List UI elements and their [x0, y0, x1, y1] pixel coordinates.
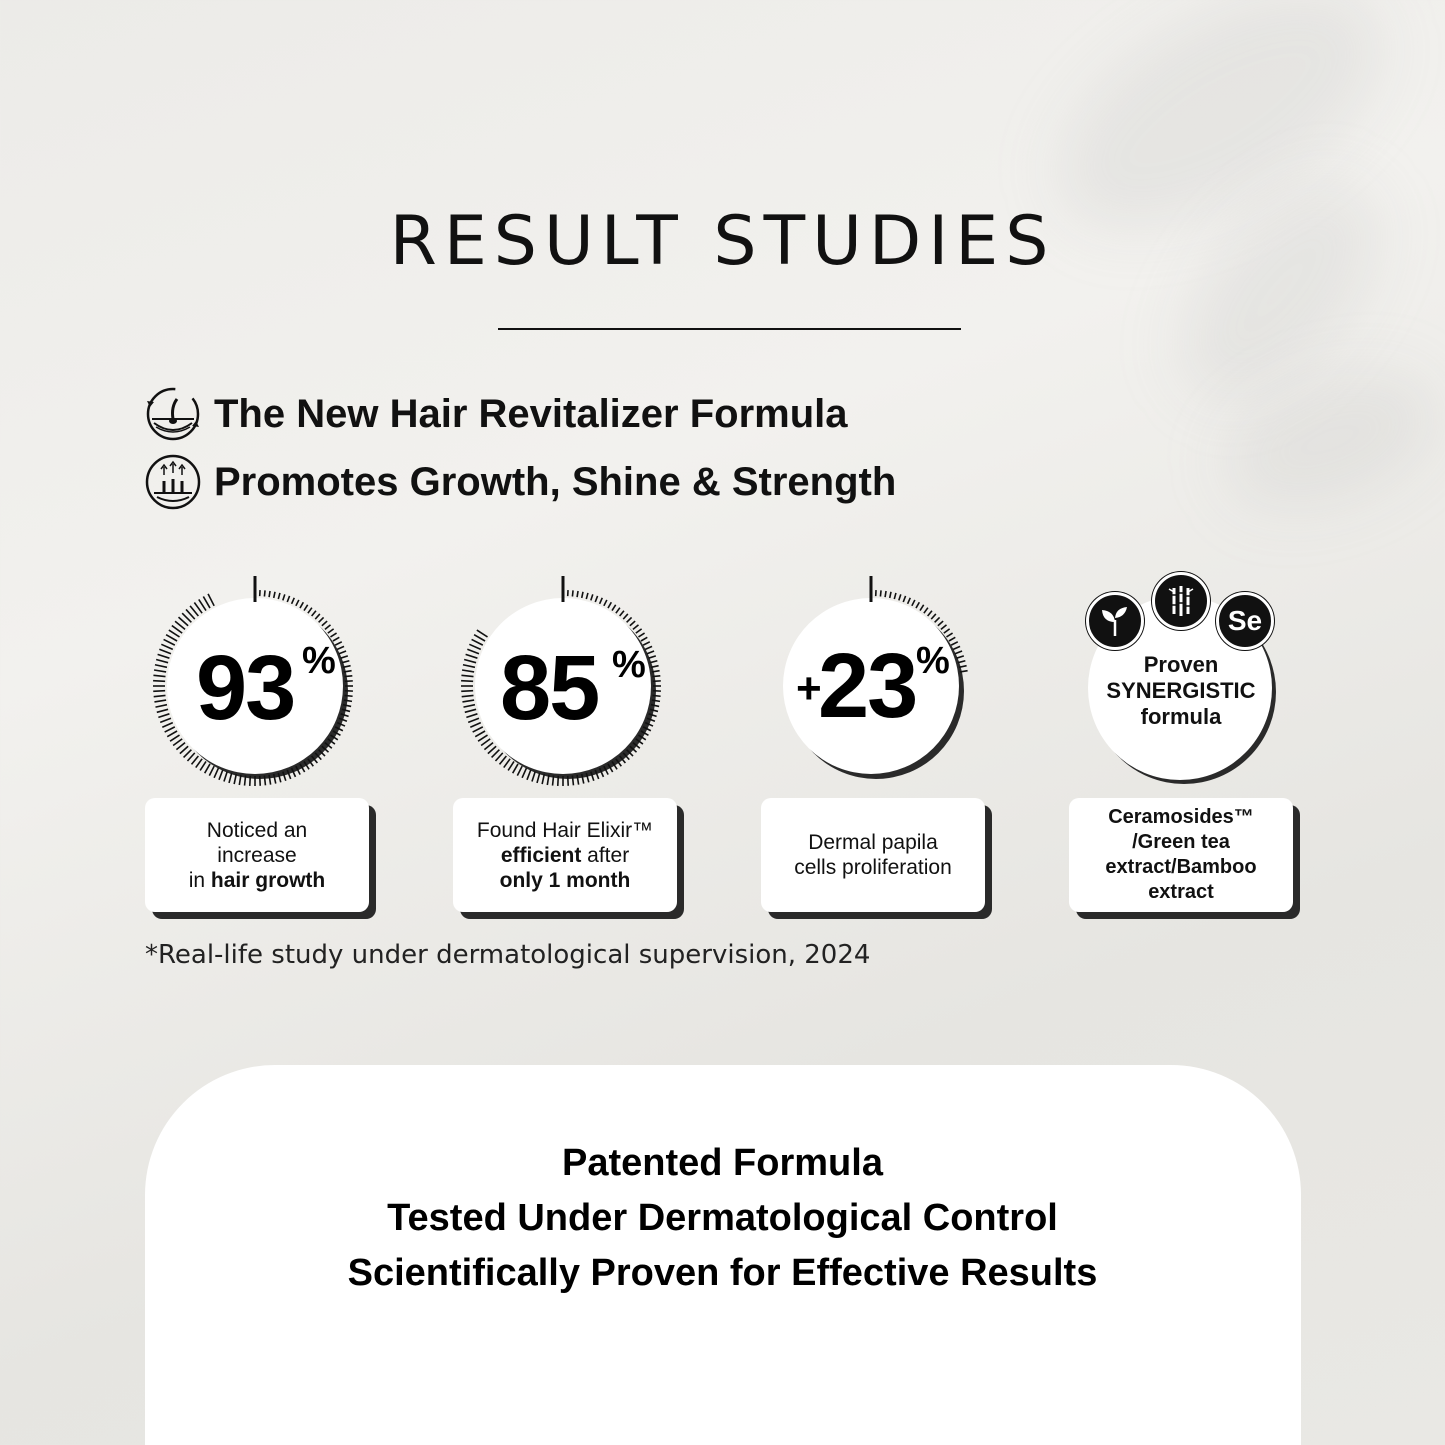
ring-tick: [342, 661, 349, 663]
stat-value: 93: [196, 637, 295, 739]
ring-tick: [527, 770, 531, 780]
synergy-card-line: Ceramosides™: [1108, 806, 1254, 828]
ring-tick: [159, 649, 171, 653]
ring-tick: [903, 596, 905, 602]
ring-tick: [165, 727, 175, 732]
ring-tick: [339, 651, 346, 654]
ring-tick: [160, 718, 171, 722]
ring-tick: [951, 642, 958, 645]
ring-tick: [894, 593, 896, 599]
ring-tick: [464, 660, 476, 663]
stat-desc: Noticed an: [206, 818, 308, 842]
ring-tick: [924, 608, 928, 614]
ring-tick: [949, 637, 955, 641]
ring-tick: [616, 608, 620, 614]
stat-card: [761, 798, 985, 912]
stat-value: 23: [818, 635, 917, 737]
ring-tick: [492, 750, 500, 758]
ring-tick: [591, 594, 593, 600]
ring-tick: [630, 621, 635, 626]
ring-tick: [928, 611, 932, 616]
ring-tick: [627, 617, 632, 622]
ring-tick: [653, 676, 661, 677]
ring-tick: [155, 705, 166, 707]
stat-desc: increase: [217, 843, 297, 867]
stat-value: 85: [500, 637, 599, 739]
ring-tick: [158, 654, 170, 658]
study-footnote: *Real-life study under dermatological supervision, 2024: [145, 940, 871, 970]
synergy-card-line: extract/Bamboo: [1105, 856, 1257, 878]
ring-tick: [463, 665, 475, 668]
ring-tick: [920, 605, 924, 611]
ring-tick: [558, 776, 559, 786]
ring-tick: [600, 598, 603, 604]
ring-tick: [156, 660, 168, 663]
stat-card: [453, 798, 677, 912]
ring-tick: [328, 629, 334, 633]
stat-prefix: +: [796, 664, 822, 713]
ring-tick: [517, 766, 522, 775]
ring-tick: [264, 590, 265, 596]
stat-card: [145, 798, 369, 912]
ring-tick: [532, 772, 535, 782]
ring-tick: [473, 727, 483, 732]
ring-tick: [890, 592, 891, 598]
ring-tick: [953, 646, 960, 649]
ring-tick: [153, 691, 165, 692]
ring-tick: [462, 700, 474, 702]
plant-sprout-icon: [1086, 592, 1144, 650]
ring-tick: [229, 773, 232, 783]
ring-tick: [345, 695, 353, 696]
stat-desc-bold: only 1 month: [499, 868, 631, 892]
ring-tick: [154, 670, 166, 672]
ring-tick: [916, 602, 919, 608]
ring-tick: [572, 590, 573, 596]
ring-tick: [264, 776, 265, 786]
feature-text: Promotes Growth, Shine & Strength: [214, 459, 897, 504]
ring-tick: [157, 709, 168, 712]
ring-tick: [335, 642, 342, 645]
ring-tick: [465, 709, 476, 712]
stat-desc: in: [188, 868, 211, 892]
ring-tick: [568, 776, 569, 786]
ring-tick: [553, 776, 554, 786]
ring-tick: [315, 614, 320, 619]
ring-tick: [312, 611, 316, 616]
synergy-line: Proven: [1143, 652, 1219, 677]
ring-tick: [214, 768, 218, 778]
ring-tick: [154, 700, 166, 702]
ring-tick: [636, 629, 642, 633]
ring-tick: [484, 743, 493, 750]
ring-tick: [938, 621, 943, 626]
ring-tick: [474, 635, 485, 641]
feature-text: The New Hair Revitalizer Formula: [214, 391, 848, 436]
ring-tick: [604, 600, 607, 606]
ring-tick: [173, 739, 182, 746]
ring-tick: [620, 611, 624, 616]
ring-tick: [649, 656, 656, 658]
ring-tick: [470, 723, 480, 728]
ring-tick: [641, 637, 647, 641]
ring-tick: [633, 625, 639, 629]
panel-line: Tested Under Dermatological Control: [387, 1197, 1058, 1239]
ring-tick: [488, 746, 496, 753]
ring-tick: [155, 665, 167, 668]
synergy-line: formula: [1140, 704, 1222, 729]
synergy-label: [1088, 652, 1274, 730]
ring-tick: [653, 695, 661, 696]
ring-tick: [495, 753, 502, 761]
ring-tick: [885, 591, 886, 597]
ring-tick: [481, 739, 490, 746]
ring-tick: [184, 750, 192, 758]
ring-tick: [466, 654, 478, 658]
ring-tick: [912, 600, 915, 606]
stat-desc: Found Hair Elixir™: [476, 818, 654, 842]
ring-tick: [461, 681, 473, 682]
stat-desc: Dermal papila: [808, 831, 938, 854]
title-divider: [498, 328, 961, 330]
page-title: RESULT STUDIES: [389, 202, 1056, 281]
selenium-icon: [1216, 592, 1274, 650]
stat-desc-bold: efficient: [500, 843, 582, 867]
ring-tick: [958, 661, 965, 663]
ring-tick: [192, 756, 199, 764]
ring-tick: [941, 625, 947, 629]
bamboo-icon: [1152, 572, 1210, 630]
ring-tick: [169, 630, 180, 637]
ring-tick: [595, 596, 597, 602]
ring-tick: [260, 776, 261, 786]
ring-tick: [957, 656, 964, 658]
ring-tick: [234, 774, 236, 784]
ring-tick: [582, 592, 583, 598]
ring-tick: [477, 630, 488, 637]
ring-tick: [466, 714, 477, 718]
ring-tick: [500, 756, 507, 764]
ring-tick: [650, 661, 657, 663]
ring-tick: [345, 676, 353, 677]
ring-tick: [955, 651, 962, 654]
ring-tick: [170, 735, 179, 741]
ring-tick: [161, 644, 172, 649]
ring-tick: [166, 635, 177, 641]
ring-tick: [283, 594, 285, 600]
ring-tick: [475, 731, 485, 737]
ring-tick: [944, 629, 950, 633]
panel-line: Patented Formula: [562, 1142, 883, 1184]
ring-tick: [162, 723, 172, 728]
ring-tick: [522, 768, 526, 778]
ring-tick: [468, 718, 479, 722]
ring-tick: [325, 625, 331, 629]
synergy-line: SYNERGISTIC: [1106, 678, 1256, 703]
stat-desc: after: [581, 843, 630, 867]
stat-desc-bold: hair growth: [210, 868, 326, 892]
ring-tick: [292, 598, 295, 604]
ring-tick: [645, 646, 652, 649]
ring-tick: [274, 592, 275, 598]
ring-tick: [164, 639, 175, 645]
ring-tick: [463, 705, 474, 707]
ring-tick: [180, 746, 188, 753]
ring-tick: [508, 761, 514, 770]
ring-tick: [208, 594, 214, 606]
ring-tick: [638, 633, 644, 637]
ring-tick: [608, 602, 611, 608]
ring-tick: [209, 766, 214, 775]
ring-tick: [337, 646, 344, 649]
ring-tick: [296, 600, 299, 606]
ring-tick: [504, 759, 510, 768]
hair-follicle-cycle-icon: [144, 385, 202, 443]
ring-tick: [154, 695, 166, 696]
ring-tick: [278, 593, 280, 599]
ring-tick: [880, 590, 881, 596]
stat-unit: %: [612, 644, 646, 686]
synergy-card-line: /Green tea: [1132, 831, 1230, 853]
stat-unit: %: [916, 640, 950, 682]
ring-tick: [203, 597, 210, 609]
ring-tick: [330, 633, 336, 637]
ring-tick: [308, 608, 312, 614]
ring-tick: [623, 614, 628, 619]
ring-tick: [586, 593, 588, 599]
ring-tick: [478, 735, 487, 741]
ring-tick: [250, 776, 251, 786]
ring-tick: [176, 743, 185, 750]
ring-tick: [304, 605, 308, 611]
ring-tick: [153, 681, 165, 682]
ring-tick: [300, 602, 303, 608]
ring-tick: [167, 731, 177, 737]
ring-tick: [319, 617, 324, 622]
selenium-symbol: Se: [1227, 605, 1263, 636]
feature-row-formula: [144, 384, 848, 444]
ring-tick: [224, 772, 227, 782]
feature-row-growth: [144, 452, 896, 512]
ring-tick: [577, 591, 578, 597]
ring-tick: [467, 649, 479, 653]
ring-tick: [205, 764, 210, 773]
ring-tick: [946, 633, 952, 637]
ring-tick: [187, 753, 194, 761]
ring-tick: [612, 605, 616, 611]
ring-tick: [542, 774, 544, 784]
ring-tick: [461, 675, 473, 676]
ring-tick: [513, 764, 518, 773]
ring-tick: [153, 675, 165, 676]
ring-tick: [908, 598, 911, 604]
ring-tick: [200, 761, 206, 770]
ring-tick: [935, 617, 940, 622]
ring-tick: [899, 594, 901, 600]
ring-tick: [322, 621, 327, 626]
stat-unit: %: [302, 640, 336, 682]
synergy-card: [1069, 798, 1293, 912]
ring-tick: [341, 656, 348, 658]
stat-desc: cells proliferation: [794, 856, 952, 879]
ring-tick: [572, 776, 573, 786]
ring-tick: [287, 596, 289, 602]
ring-tick: [245, 776, 246, 786]
ring-tick: [462, 670, 474, 672]
ring-tick: [931, 614, 936, 619]
ring-tick: [219, 770, 223, 780]
ring-tick: [472, 639, 483, 645]
ring-tick: [537, 773, 540, 783]
hair-growth-icon: [144, 453, 202, 511]
ring-tick: [196, 759, 202, 768]
ring-tick: [461, 691, 473, 692]
panel-line: Scientifically Proven for Effective Results: [347, 1252, 1098, 1294]
ring-tick: [462, 695, 474, 696]
ring-tick: [647, 651, 654, 654]
ring-tick: [269, 591, 270, 597]
synergy-card-line: extract: [1148, 881, 1214, 903]
ring-tick: [469, 644, 480, 649]
ring-tick: [158, 714, 169, 718]
